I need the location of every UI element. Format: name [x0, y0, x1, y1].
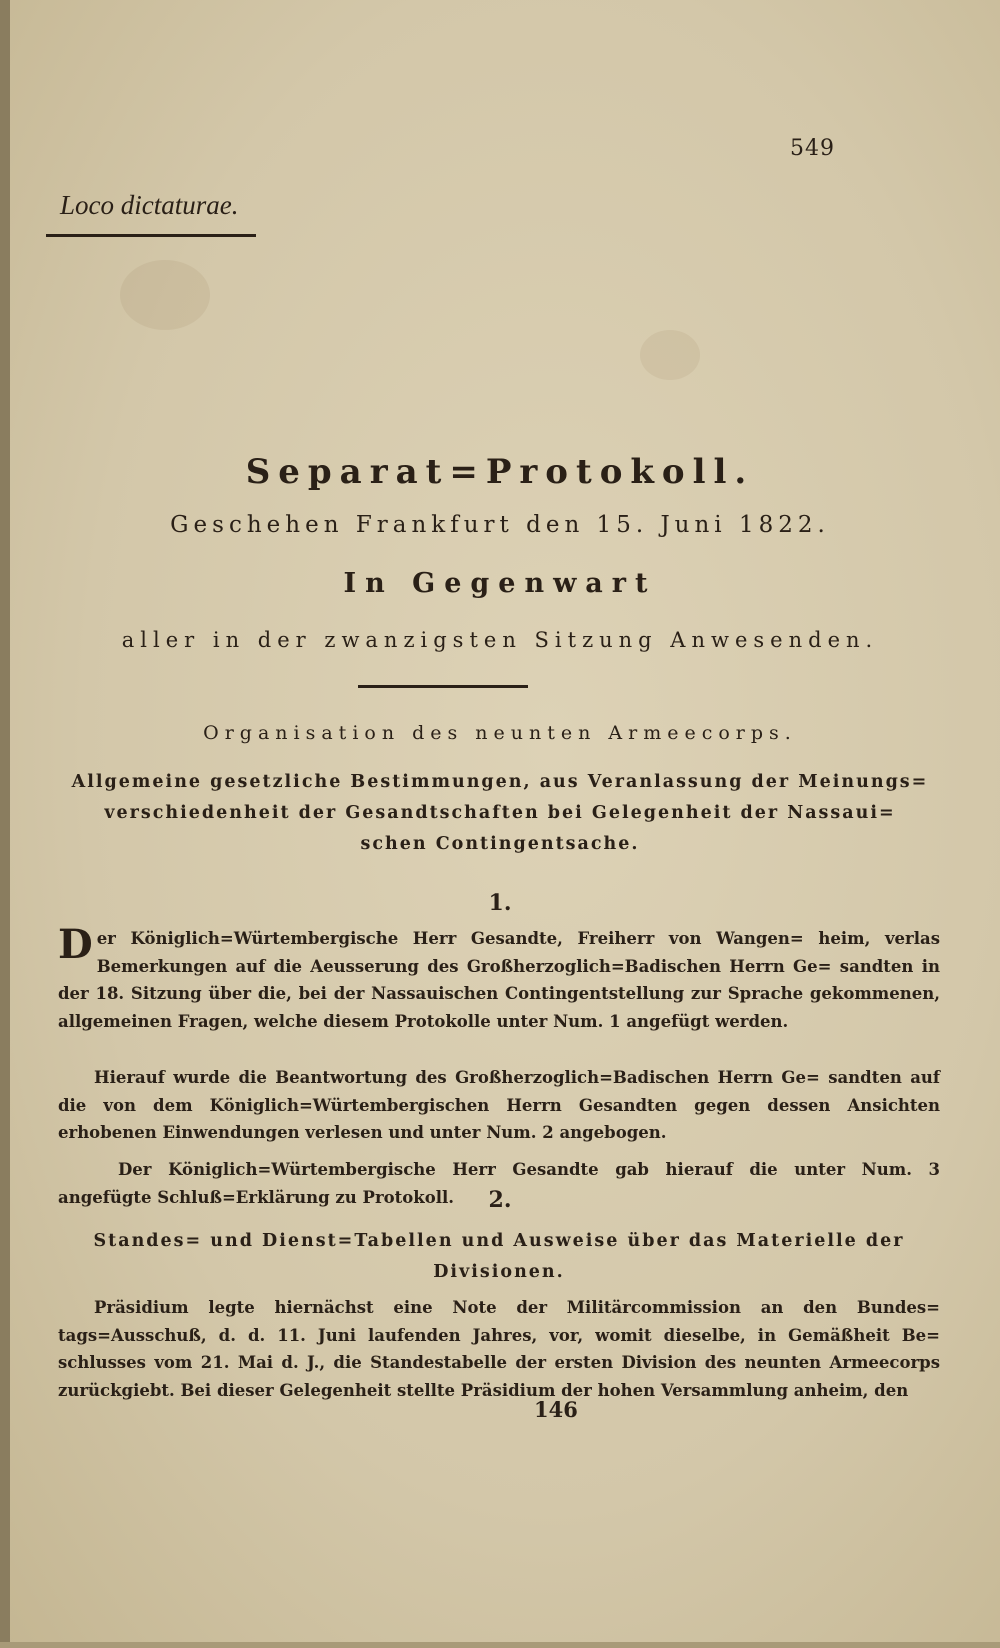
section-number-1: 1. [488, 890, 512, 916]
paper-stain [640, 330, 700, 380]
general-heading: Allgemeine gesetzliche Bestimmungen, aus Veranlassung der Meinungs= verschiedenheit der Gesandtschaften bei Gelegenheit der Nassaui= schen Contingentsache. [71, 772, 929, 854]
protocol-date: Geschehen Frankfurt den 15. Juni 1822. [170, 512, 830, 538]
section-2-heading: Standes= und Dienst=Tabellen und Ausweise über das Materielle der Divisionen. [93, 1231, 905, 1282]
paragraph-3: Der Königlich=Würtembergische Herr Gesandte gab hierauf die unter Num. 3 angefügte Schluß=Erklärung zu Protokoll. [58, 1160, 940, 1207]
attendees-line: aller in der zwanzigsten Sitzung Anwesenden. [121, 628, 879, 652]
binding-edge [0, 0, 10, 1648]
paragraph-2: Hierauf wurde die Beantwortung des Großherzoglich=Badischen Herrn Ge= sandten auf die von dem Königlich=Würtembergischen Herrn Gesandten gegen dessen Ansichten erhobenen Einwendungen verlesen und unter Num. 2 angebogen. [58, 1068, 940, 1142]
protocol-title: Separat=Protokoll. [245, 452, 755, 492]
section-number-2: 2. [488, 1187, 512, 1213]
paragraph-1 [58, 921, 940, 1035]
drop-cap: D [58, 921, 93, 968]
paragraph-4: Präsidium legte hiernächst eine Note der Militärcommission an den Bundes= tags=Ausschuß, d. d. 11. Juni laufenden Jahres, vor, womit dieselbe, in Gemäßheit Be= schlusses vom 21. Mai d. J., die Standestabelle der ersten Division des neunten Armeecorps zurückgiebt. Bei dieser Gelegenheit stellte Präsidium der hohen Versammlung anheim, den [58, 1298, 940, 1400]
organisation-heading: Organisation des neunten Armeecorps. [203, 722, 797, 744]
signature-mark: 146 [534, 1397, 578, 1422]
paragraph-1-text: er Königlich=Würtembergische Herr Gesandte, Freiherr von Wangen= heim, verlas Bemerkungen auf die Aeusserung des Großherzoglich=Badischen Herrn Ge= sandten in der 18. Sitzung über die, bei der Nassauischen Contingentstellung zur Sprache gekommenen, allgemeinen Fragen, welche diesem Protokolle unter Num. 1 angefügt werden. [58, 929, 940, 1031]
presence-heading: In Gegenwart [343, 568, 657, 599]
loco-underline [46, 234, 256, 237]
page-number: 549 [790, 136, 835, 161]
divider-rule [358, 685, 528, 688]
loco-dictaturae: Loco dictaturae. [60, 190, 239, 220]
paper-stain [120, 260, 210, 330]
page-bottom-edge [0, 1642, 1000, 1648]
